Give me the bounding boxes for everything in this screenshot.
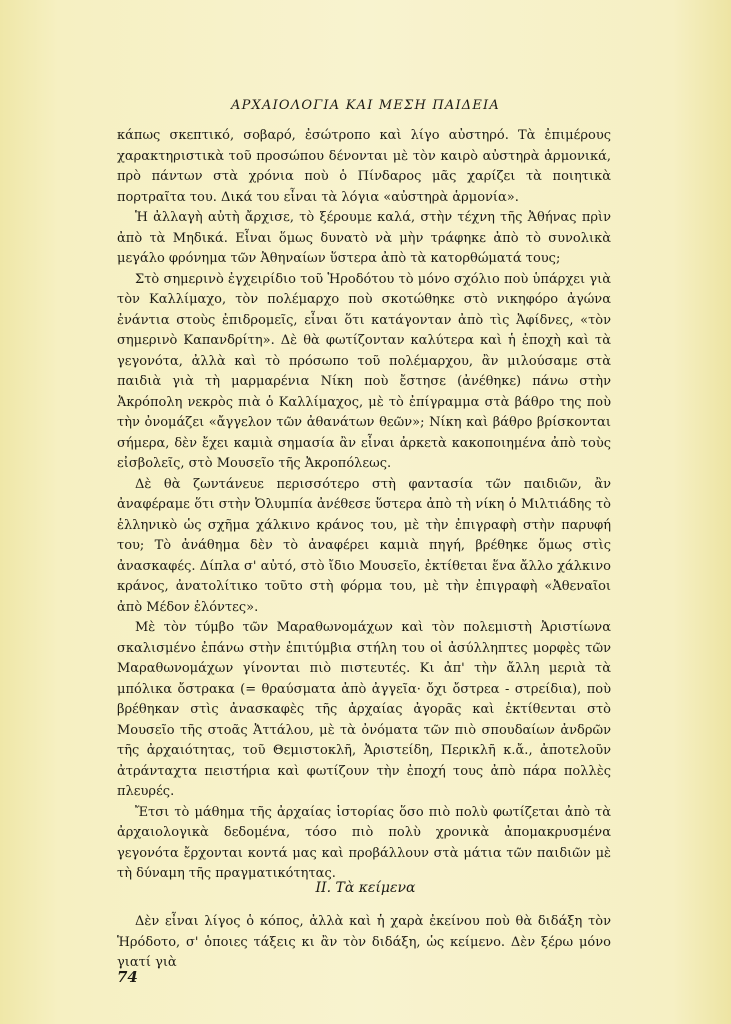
paragraph: Στὸ σημερινὸ ἐγχειρίδιο τοῦ Ἡροδότου τὸ μόνο σχόλιο ποὺ ὑπάρχει γιὰ τὸν Καλλίμαχο, τὸν πολέμαρχο ποὺ σκοτώθηκε στὸ νικηφόρο ἀγώνα ἐνάντια στοὺς ἐπιδρομεῖς, εἶναι ὅτι κατάγονταν ἀπὸ τὶς Ἀφίδνες, «τὸν σημερινὸ Καπανδρίτη». Δὲ θὰ φωτίζονταν καλύτερα καὶ ἡ ἐποχὴ καὶ τὰ γεγονότα, ἀλλὰ καὶ τὸ πρόσωπο τοῦ πολέμαρχου, ἂν μιλούσαμε στὰ παιδιὰ γιὰ τὴ μαρμαρένια Νίκη ποὺ ἔστησε (ἀνέθηκε) πάνω στὴν Ἀκρόπολη νεκρὸς πιὰ ὁ Καλλίμαχος, μὲ τὸ ἐπίγραμμα στὰ βάθρο της ποὺ τὴν ὀνομάζει «ἄγγελον τῶν ἀθανάτων θεῶν»; Νίκη καὶ βάθρο βρίσκονται σήμερα, δὲν ἔχει καμιὰ σημασία ἂν εἶναι ἀρκετὰ κακοποιημένα ἀπὸ τοὺς εἰσβολεῖς, στὸ Μουσεῖο τῆς Ἀκροπόλεως. [117,271,611,471]
section-body-text [117,912,611,974]
paragraph: Δὲν εἶναι λίγος ὁ κόπος, ἀλλὰ καὶ ἡ χαρὰ ἐκείνου ποὺ θὰ διδάξη τὸν Ἡρόδοτο, σ' ὁποιες τάξεις κι ἂν τὸν διδάξη, ὡς κείμενο. Δὲν ξέρω μόνο γιατί γιὰ [117,914,611,970]
body-text [117,126,611,885]
paragraph: Ἡ ἀλλαγὴ αὐτὴ ἄρχισε, τὸ ξέρουμε καλά, στὴν τέχνη τῆς Ἀθήνας πρὶν ἀπὸ τὰ Μηδικά. Εἶναι ὅμως δυνατὸ νὰ μὴν τράφηκε ἀπὸ τὸ συνολικὰ μεγάλο φρόνημα τῶν Ἀθηναίων ὕστερα ἀπὸ τὰ κατορθώματά τους; [117,210,611,266]
paragraph: Δὲ θὰ ζωντάνευε περισσότερο στὴ φαντασία τῶν παιδιῶν, ἂν ἀναφέραμε ὅτι στὴν Ὀλυμπία ἀνέθεσε ὕστερα ἀπὸ τὴ νίκη ὁ Μιλτιάδης τὸ ἑλληνικὸ ὡς σχῆμα χάλκινο κράνος του, μὲ τὴν ἐπιγραφὴ στὴν παρυφή του; Τὸ ἀνάθημα δὲν τὸ ἀναφέρει καμιὰ πηγή, βρέθηκε ὅμως στὶς ἀνασκαφές. Δίπλα σ' αὐτό, στὸ ἴδιο Μουσεῖο, ἐκτίθεται ἕνα ἄλλο χάλκινο κράνος, ἀνατολίτικο τοῦτο στὴ φόρμα του, μὲ τὴν ἐπιγραφὴ «Ἀθεναῖοι ἀπὸ Μέδον ἑλόντες». [117,476,611,615]
running-head: ΑΡΧΑΙΟΛΟΓΙΑ ΚΑΙ ΜΕΣΗ ΠΑΙΔΕΙΑ [231,98,500,113]
paragraph: Μὲ τὸν τύμβο τῶν Μαραθωνομάχων καὶ τὸν πολεμιστὴ Ἀριστίωνα σκαλισμένο ἐπάνω στὴν ἐπιτύμβια στήλη του οἱ ἀσύλληπτες μορφὲς τῶν Μαραθωνομάχων γίνονται πιὸ πιστευτές. Κι ἀπ' τὴν ἄλλη μεριὰ τὰ μπόλικα ὄστρακα (= θραύσματα ἀπὸ ἀγγεῖα· ὄχι ὄστρεα - στρείδια), ποὺ βρέθηκαν στὶς ἀνασκαφὲς τῆς ἀρχαίας ἀγορᾶς καὶ ἐκτίθενται στὸ Μουσεῖο τῆς στοᾶς Ἀττάλου, μὲ τὰ ὀνόματα τῶν πιὸ σπουδαίων ἀνδρῶν τῆς ἀρχαιότητας, τοῦ Θεμιστοκλῆ, Ἀριστείδη, Περικλῆ κ.ἄ., ἀποτελοῦν ἀτράνταχτα πειστήρια καὶ φωτίζουν τὴν ἐποχή τους ἀπὸ πάρα πολλὲς πλευρές. [117,620,611,799]
section-heading: ΙΙ. Τὰ κείμενα [315,880,416,896]
paragraph: Ἔτσι τὸ μάθημα τῆς ἀρχαίας ἱστορίας ὅσο πιὸ πολὺ φωτίζεται ἀπὸ τὰ ἀρχαιολογικὰ δεδομένα, τόσο πιὸ πολὺ χρονικὰ ἀπομακρυσμένα γεγονότα ἔρχονται κοντά μας καὶ προβάλλουν στὰ μάτια τῶν παιδιῶν μὲ τὴ δύναμη τῆς πραγματικότητας. [117,804,611,881]
page-number: 74 [117,968,138,986]
paragraph: κάπως σκεπτικό, σοβαρό, ἐσώτροπο καὶ λίγο αὐστηρό. Τὰ ἐπιμέρους χαρακτηριστικὰ τοῦ προσώπου δένονται μὲ τὸν καιρὸ αὐστηρὰ ἁρμονικά, πρὸ πάντων στὰ χρόνια ποὺ ὁ Πίνδαρος μᾶς χαρίζει τὰ ποιητικὰ πορτραῖτα του. Δικά του εἶναι τὰ λόγια «αὐστηρὰ ἁρμονία». [117,128,611,205]
